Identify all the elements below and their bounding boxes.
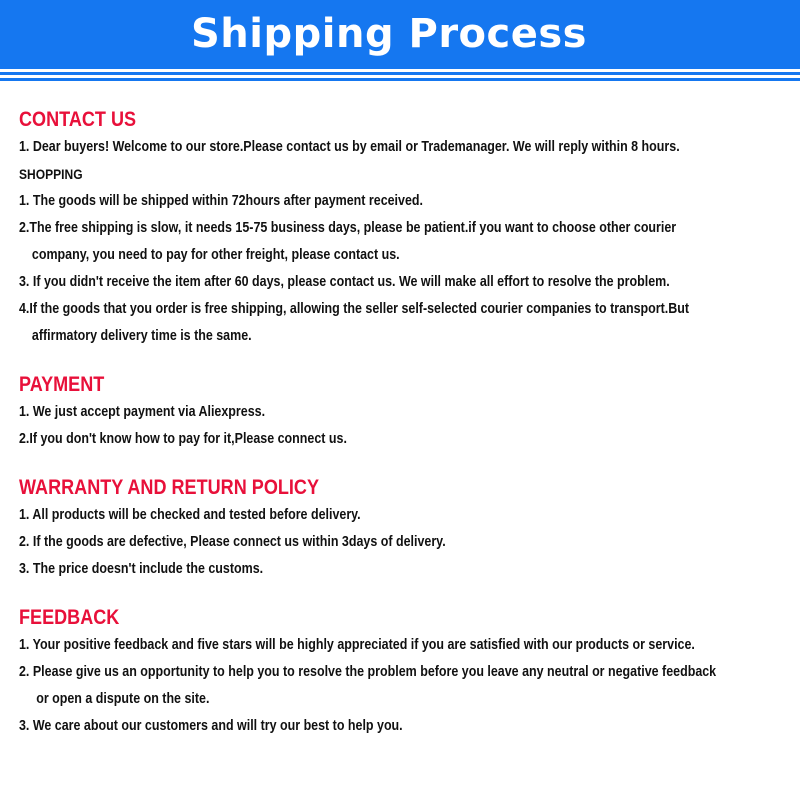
shopping-item-4: 4.If the goods that you order is free shipping, allowing the seller self-selected courier companies to transport.But [19,301,690,317]
shopping-item-2-cont: company, you need to pay for other freight, please contact us. [31,247,400,263]
warranty-item-2: 2. If the goods are defective, Please connect us within 3days of delivery. [19,534,446,550]
feedback-heading: FEEDBACK [19,606,120,629]
warranty-item-1: 1. All products will be checked and tested before delivery. [19,507,361,523]
payment-section [19,371,791,453]
feedback-item-1: 1. Your positive feedback and five stars will be highly appreciated if you are satisfied with our products or service. [19,637,695,653]
warranty-item-3: 3. The price doesn't include the customs. [19,561,264,577]
section-gap [19,350,791,371]
warranty-heading: WARRANTY AND RETURN POLICY [19,476,320,499]
shopping-item-2: 2.The free shipping is slow, it needs 15-75 business days, please be patient.if you want to choose other courier [19,220,677,236]
payment-item-1: 1. We just accept payment via Aliexpress. [19,404,266,420]
section-gap [19,453,791,474]
payment-heading: PAYMENT [19,373,105,396]
contact-heading: CONTACT US [19,108,137,131]
feedback-item-2-cont: or open a dispute on the site. [36,691,210,707]
header-divider-bottom [0,78,800,81]
header-banner [0,0,800,69]
contact-line: 1. Dear buyers! Welcome to our store.Please contact us by email or Trademanager. We will reply within 8 hours. [19,139,680,155]
feedback-section [19,604,791,740]
feedback-item-2: 2. Please give us an opportunity to help you to resolve the problem before you leave any neutral or negative feedback [19,664,717,680]
policy-content [19,106,791,740]
contact-section [19,106,791,350]
warranty-section [19,474,791,583]
header-divider-top [0,72,800,75]
shopping-item-1: 1. The goods will be shipped within 72hours after payment received. [19,193,423,209]
page-title: Shipping Process [191,11,587,57]
shopping-item-3: 3. If you didn't receive the item after 60 days, please contact us. We will make all effort to resolve the problem. [19,274,670,290]
shopping-item-4-cont: affirmatory delivery time is the same. [31,328,252,344]
shopping-label: SHOPPING [19,166,83,182]
feedback-item-3: 3. We care about our customers and will try our best to help you. [19,718,403,734]
payment-item-2: 2.If you don't know how to pay for it,Please connect us. [19,431,347,447]
section-gap [19,583,791,604]
